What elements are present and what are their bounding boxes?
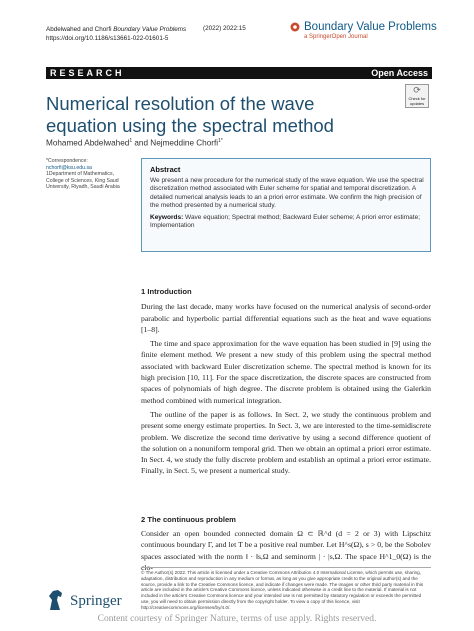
article-type: RESEARCH (50, 68, 125, 78)
intro-paragraph-2: The time and space approximation for the wave equation has been studied in [9] using the finite element method. We present a new study of this problem using the spectral method associated with backward Euler discretization scheme. The spectral method is known for its high precision [10, 11]. For the space discretization, the discrete spaces are constructed from spaces of polynomials of high degree. The discrete problem is obtained using the Galerkin method combined with numerical integration. (141, 339, 431, 405)
author-1-affil: 1 (129, 138, 133, 144)
abstract-text: We present a new procedure for the numerical study of the wave equation. We use the spectral discretization method associated with Euler scheme for spatial and temporal discretization. A detailed numerical analysis leads to an a priori error estimate. We confirm the high precision of the method presented by a numerical study. (150, 177, 424, 210)
author-list (46, 138, 223, 148)
introduction-section (141, 286, 431, 480)
journal-brand-sub: a SpringerOpen Journal (304, 34, 368, 40)
license-text: © The Author(s) 2022. This article is licensed under a Creative Commons Attribution 4.0 International License, which permits use, sharing, adaptation, distribution and reproduction in any medium or format, as long as you give appropriate credit to the original author(s) and the source, provide a link to the Creative Commons licence, and indicate if changes were made. The images or other third party material in this article are included in the article's Creative Commons licence, unless indicated otherwise in a credit line to the material. If material is not included in the article's Creative Commons licence and your intended use is not permitted by statutory regulation or exceeds the permitted use, you will need to obtain permission directly from the copyright holder. To view a copy of this licence, visit http://creativecommons.org/licenses/by/4.0/. (141, 570, 424, 610)
license-divider (141, 567, 431, 568)
springeropen-icon (290, 22, 300, 32)
header-authors: Abdelwahed and Chorfi (46, 26, 112, 33)
page-footer: Content courtesy of Springer Nature, terms of use apply. Rights reserved. (97, 614, 377, 624)
header-year: (2022) 2022:15 (203, 25, 246, 32)
keywords-text: Wave equation; Spectral method; Backward Euler scheme; A priori error estimate; Implementation (150, 213, 420, 230)
header-journal: Boundary Value Problems (113, 26, 187, 33)
author-1[interactable]: Mohamed Abdelwahed (46, 138, 130, 148)
journal-brand: Boundary Value Problems (304, 21, 437, 33)
affiliation: 1Department of Mathematics, College of Sciences, King Saud University, Riyadh, Saudi Arabia (46, 171, 120, 191)
section-heading-continuous: 2 The continuous problem (141, 515, 236, 524)
correspondence-email[interactable]: nchorfi@ksu.edu.sa (46, 164, 92, 171)
abstract-heading: Abstract (150, 165, 181, 174)
author-2[interactable]: and Nejmeddine Chorfi (132, 138, 219, 148)
continuous-paragraph-1: Consider an open bounded connected domain Ω ⊂ ℝ^d (d = 2 or 3) with Lipschitz continuous boundary Γ, and let T be a positive real number. Let H^s(Ω), s > 0, be the Sobolev spaces associated with the norm ‖ · ‖s,Ω and seminorm | · |s,Ω. The space H^1_0(Ω) is the clo- (141, 529, 431, 572)
check-for-updates-label: Check for updates (408, 96, 426, 106)
springer-horse-icon (46, 588, 66, 612)
doi-link[interactable]: https://doi.org/10.1186/s13661-022-01601-5 (46, 35, 169, 42)
springer-wordmark: Springer (70, 593, 122, 609)
open-access-label: Open Access (371, 68, 428, 78)
correspondence-label: *Correspondence: (46, 158, 88, 164)
check-for-updates-badge[interactable] (405, 84, 429, 108)
update-icon: ⟳ (413, 85, 421, 95)
running-header (46, 25, 186, 43)
keywords-label: Keywords: (150, 213, 184, 221)
correspondence-block (46, 158, 128, 191)
abstract-box (141, 158, 431, 252)
intro-paragraph-3: The outline of the paper is as follows. In Sect. 2, we study the continuous problem and present some energy estimate properties. In Sect. 3, we are interested to the time-semidiscrete problem. We discretize the second time derivative by using a second difference quotient of the solution on a nonuniform temporal grid. Then we obtain an optimal a priori error estimate. In Sect. 4, we study the fully discrete problem and establish an optimal a priori error estimate. Finally, in Sect. 5, we present a numerical study. (141, 409, 431, 476)
section-heading-introduction: 1 Introduction (141, 287, 192, 296)
keywords (150, 214, 424, 231)
article-type-banner (46, 67, 432, 79)
intro-paragraph-1: During the last decade, many works have focused on the numerical analysis of second-order parabolic and hyperbolic partial differential equations such as the heat and wave equations [1–8]. (141, 302, 431, 334)
springer-logo[interactable] (46, 588, 136, 614)
article-title: Numerical resolution of the wave equation using the spectral method (46, 93, 334, 136)
journal-logo[interactable] (290, 21, 440, 40)
author-2-affil: 1* (218, 138, 223, 144)
